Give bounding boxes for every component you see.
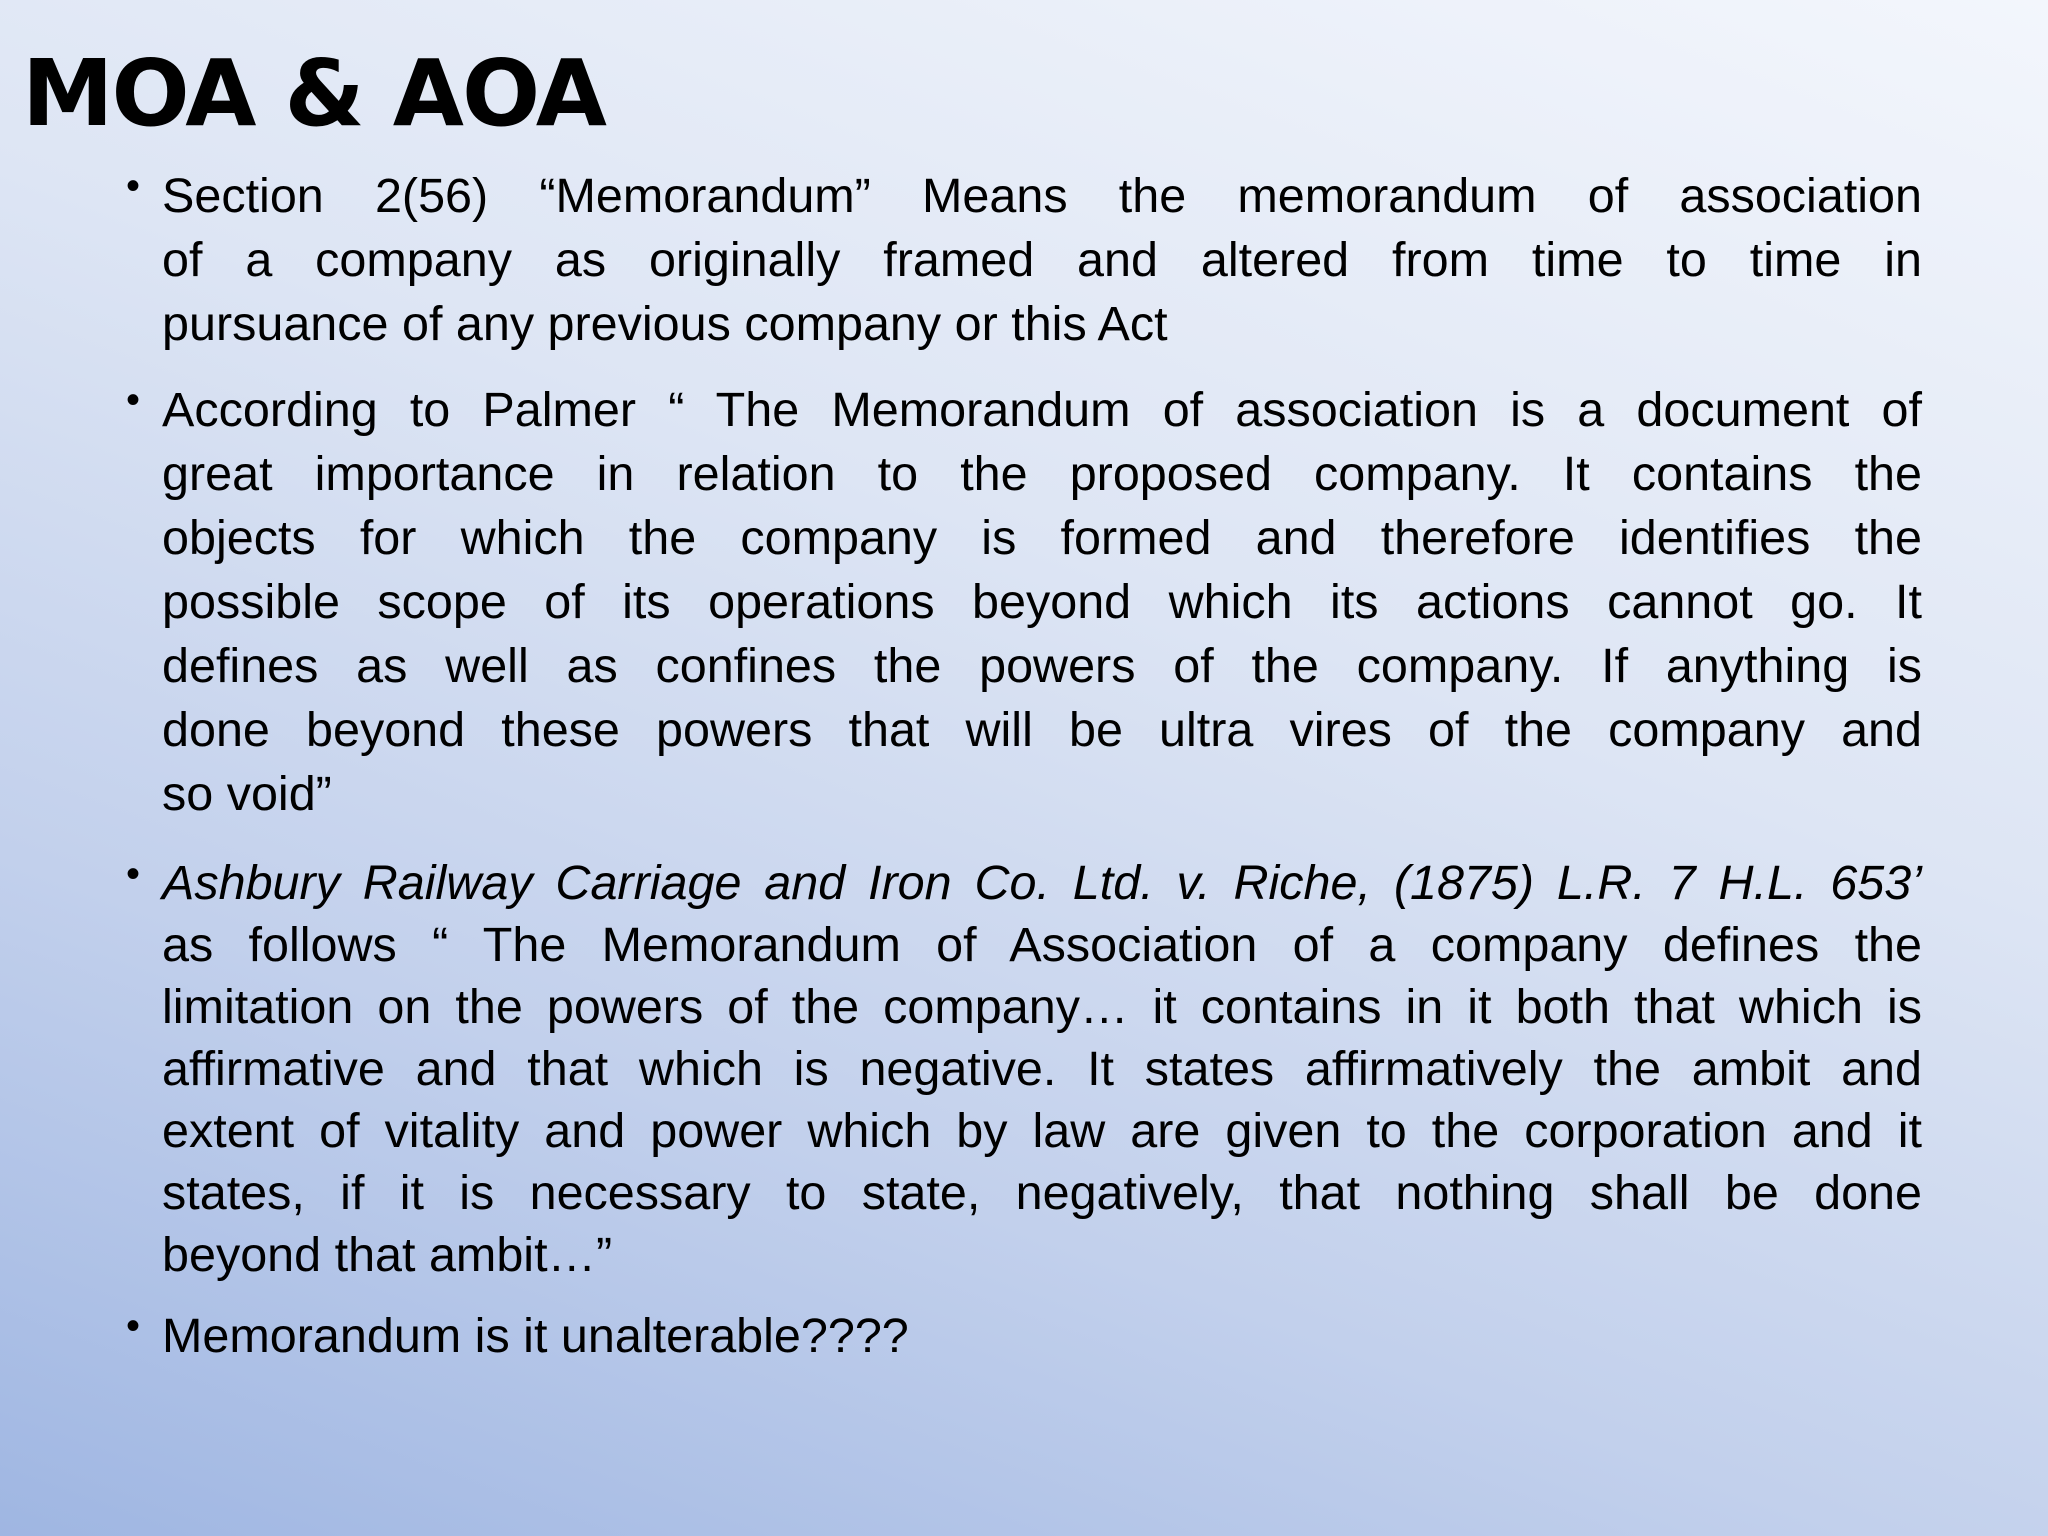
bullet-line: defines as well as confines the powers of the company. If anything is (162, 639, 1922, 693)
bullet-palmer-definition (126, 378, 1922, 826)
bullet-ashbury-case (126, 852, 1922, 1286)
bullet-line: objects for which the company is formed and therefore identifies the (162, 511, 1922, 565)
bullet-line: great importance in relation to the proposed company. It contains the (162, 447, 1922, 501)
bullet-section-2-56 (126, 164, 1922, 356)
bullet-line: done beyond these powers that will be ultra vires of the company and (162, 703, 1922, 757)
bullet-unalterable-question (126, 1304, 1922, 1368)
bullet-line: of a company as originally framed and altered from time to time in (162, 233, 1922, 287)
bullet-dot: • (126, 164, 141, 208)
bullet-line: beyond that ambit…” (162, 1228, 613, 1282)
bullet-dot: • (126, 852, 141, 896)
bullet-dot: • (126, 1304, 141, 1348)
bullet-line: Section 2(56) “Memorandum” Means the memorandum of association (162, 169, 1922, 223)
bullet-line: as follows “ The Memorandum of Association of a company defines the (162, 918, 1922, 972)
bullet-line: extent of vitality and power which by law are given to the corporation and it (162, 1104, 1922, 1158)
bullet-line: limitation on the powers of the company… it contains in it both that which is (162, 980, 1922, 1034)
bullet-dot: • (126, 378, 141, 422)
bullet-line: affirmative and that which is negative. It states affirmatively the ambit and (162, 1042, 1922, 1096)
bullet-line: states, if it is necessary to state, negatively, that nothing shall be done (162, 1166, 1922, 1220)
slide-title: MOA & AOA (22, 40, 605, 147)
case-citation: Ashbury Railway Carriage and Iron Co. Ltd. v. Riche, (1875) L.R. 7 H.L. 653’ (162, 856, 1922, 910)
bullet-line: so void” (162, 767, 332, 821)
bullet-line: pursuance of any previous company or this Act (162, 297, 1168, 351)
bullet-line: Memorandum is it unalterable???? (162, 1309, 909, 1363)
bullet-line: According to Palmer “ The Memorandum of association is a document of (162, 383, 1922, 437)
bullet-line: possible scope of its operations beyond which its actions cannot go. It (162, 575, 1922, 629)
